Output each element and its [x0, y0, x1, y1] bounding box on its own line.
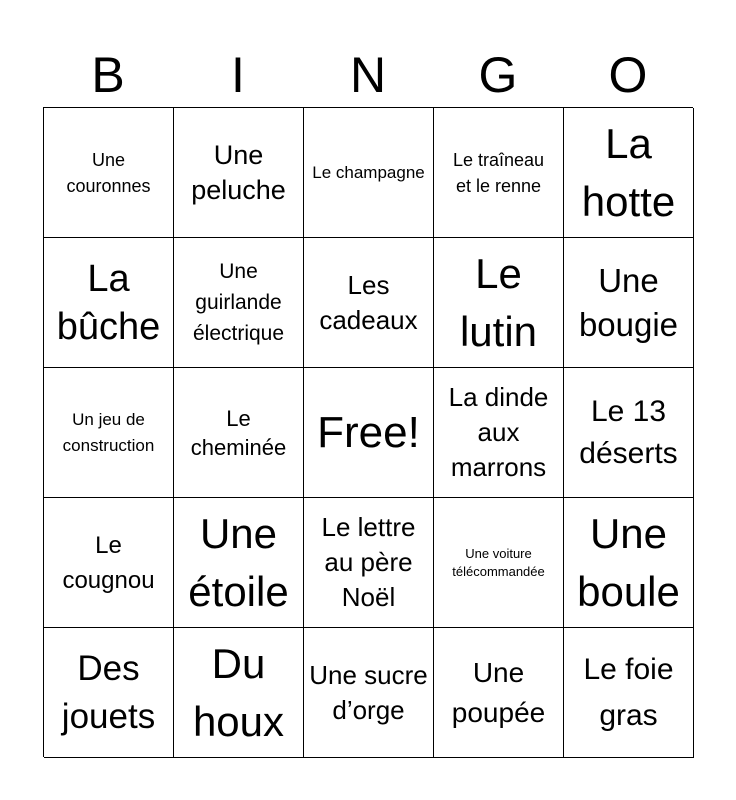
cell-text: Le champagne — [312, 162, 425, 182]
bingo-cell[interactable] — [174, 498, 304, 628]
bingo-cell[interactable] — [434, 368, 564, 498]
bingo-cell[interactable] — [174, 368, 304, 498]
cell-text: Une poupée — [451, 656, 546, 728]
cell-text: Une boule — [577, 509, 680, 615]
bingo-cell[interactable] — [174, 238, 304, 368]
cell-text: Une voiture télécommandée — [452, 545, 545, 579]
cell-text: Le lutin — [459, 249, 538, 355]
cell-text: Le traîneau et le renne — [452, 149, 545, 196]
header-letter-o: O — [608, 47, 648, 103]
cell-text: Le foie gras — [583, 652, 674, 732]
cell-text: Les cadeaux — [319, 269, 418, 335]
cell-text: Un jeu de construction — [62, 409, 155, 455]
header-letter-n: N — [349, 47, 387, 103]
bingo-cell[interactable] — [304, 108, 434, 238]
cell-text: La hotte — [581, 119, 676, 225]
bingo-header — [43, 44, 693, 106]
bingo-cell[interactable] — [44, 108, 174, 238]
cell-text: La dinde aux marrons — [448, 382, 549, 482]
bingo-grid — [43, 107, 693, 757]
bingo-cell[interactable] — [44, 498, 174, 628]
bingo-cell[interactable] — [174, 108, 304, 238]
cell-text: La bûche — [56, 257, 161, 348]
bingo-cell[interactable] — [304, 238, 434, 368]
header-letter-i: I — [231, 47, 245, 103]
cell-text: Le 13 déserts — [579, 394, 678, 470]
bingo-cell[interactable] — [564, 628, 694, 758]
cell-text: Des jouets — [61, 648, 156, 736]
bingo-cell[interactable] — [304, 498, 434, 628]
bingo-cell[interactable] — [44, 368, 174, 498]
bingo-cell[interactable] — [434, 628, 564, 758]
cell-text: Le cheminée — [190, 405, 287, 460]
header-letter-g: G — [478, 47, 518, 103]
cell-text: Une sucre d’orge — [309, 659, 428, 725]
cell-text: Le cougnou — [62, 531, 155, 594]
cell-text: Le lettre au père Noël — [321, 512, 416, 612]
header-letter-b: B — [91, 47, 125, 103]
bingo-cell[interactable] — [434, 238, 564, 368]
cell-text: Une étoile — [188, 509, 289, 615]
bingo-cell[interactable] — [564, 498, 694, 628]
bingo-cell[interactable] — [174, 628, 304, 758]
bingo-cell[interactable] — [44, 628, 174, 758]
bingo-cell[interactable] — [564, 368, 694, 498]
bingo-cell[interactable] — [434, 108, 564, 238]
free-space[interactable] — [304, 368, 434, 498]
bingo-cell[interactable] — [304, 628, 434, 758]
bingo-cell[interactable] — [434, 498, 564, 628]
bingo-cell[interactable] — [564, 238, 694, 368]
bingo-cell[interactable] — [564, 108, 694, 238]
cell-text: Une peluche — [191, 139, 286, 205]
cell-text: Une couronnes — [66, 149, 151, 196]
cell-text: Une guirlande électrique — [192, 260, 285, 345]
cell-text: Du houx — [192, 639, 285, 745]
cell-text: Free! — [317, 407, 420, 457]
cell-text: Une bougie — [578, 261, 679, 343]
bingo-cell[interactable] — [44, 238, 174, 368]
